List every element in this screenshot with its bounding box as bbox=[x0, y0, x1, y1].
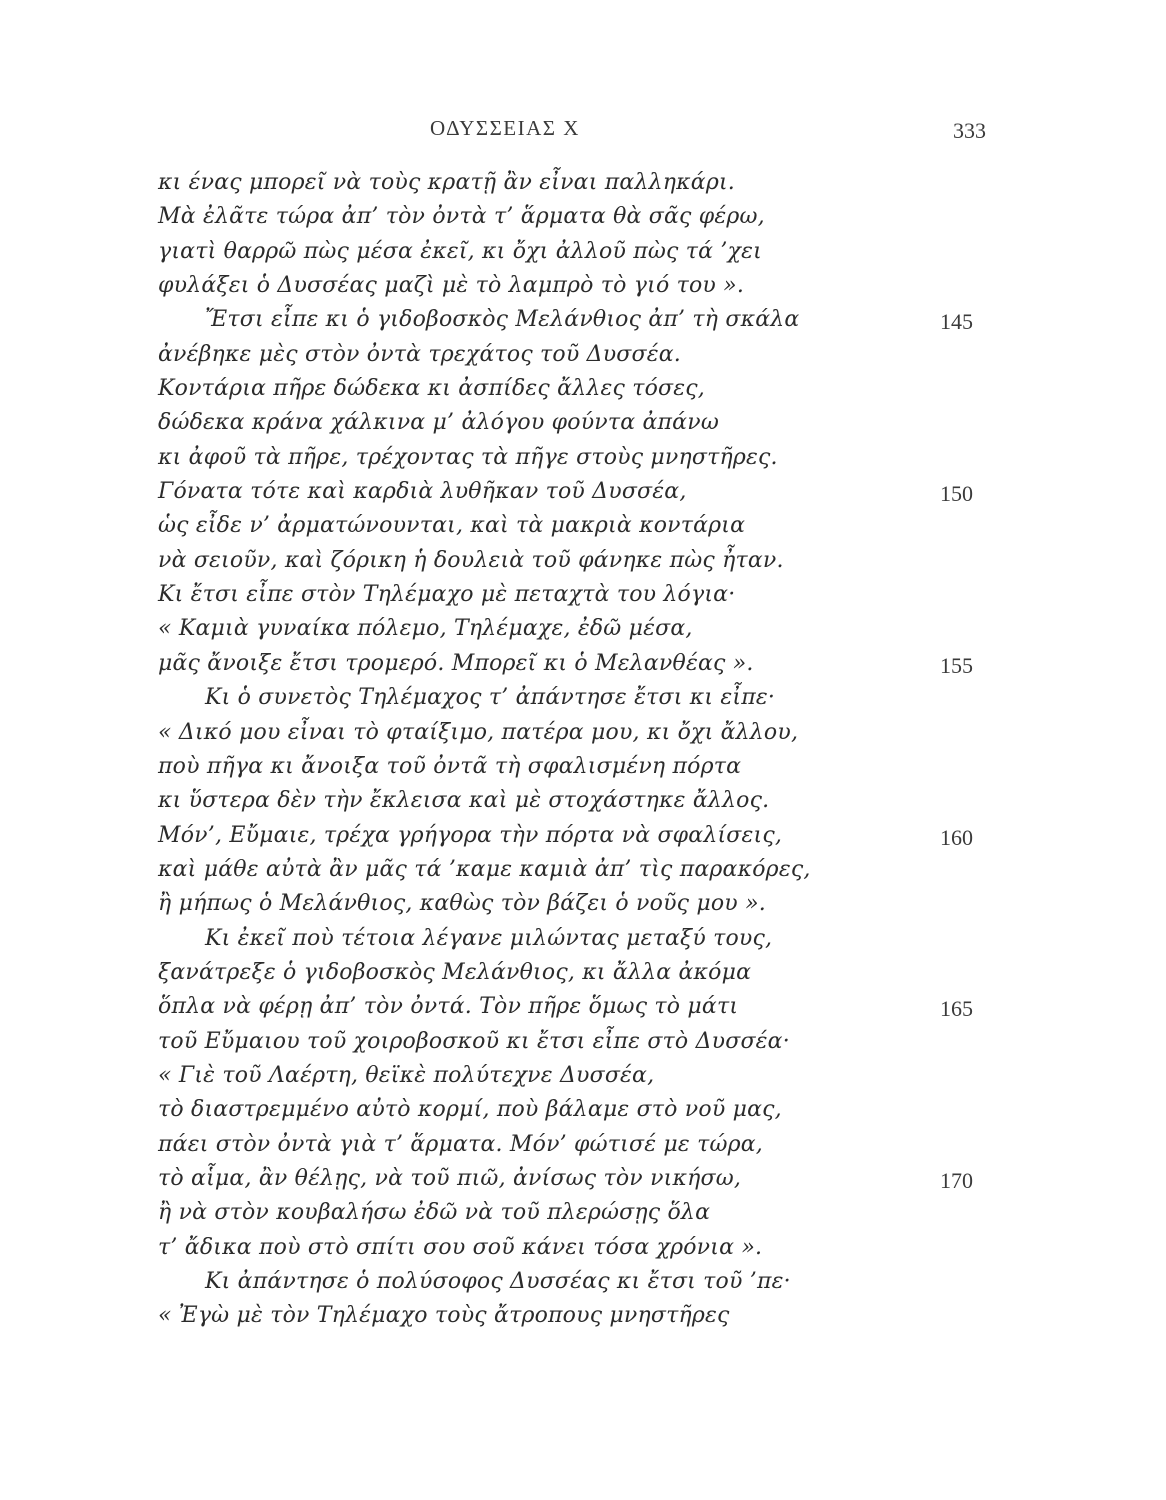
line-number: 150 bbox=[940, 481, 973, 507]
verse-line bbox=[0, 819, 1166, 853]
verse-text: ἢ μήπως ὁ Μελάνθιος, καθὼς τὸν βάζει ὁ νοῦς μου ». bbox=[158, 891, 766, 917]
verse-text: ἀνέβηκε μὲς στὸν ὀντὰ τρεχάτος τοῦ Δυσσέα. bbox=[158, 341, 681, 367]
verse-line bbox=[0, 1231, 1166, 1265]
verse-text: Μόν’, Εὔμαιε, τρέχα γρήγορα τὴν πόρτα νὰ σφαλίσεις, bbox=[158, 822, 783, 848]
verse-line bbox=[0, 922, 1166, 956]
verse-line bbox=[0, 990, 1166, 1024]
verse-text: ὡς εἶδε ν’ ἀρματώνουνται, καὶ τὰ μακριὰ κοντάρια bbox=[158, 513, 746, 539]
verse-text: Μὰ ἐλᾶτε τώρα ἀπ’ τὸν ὀντὰ τ’ ἅρματα θὰ σᾶς φέρω, bbox=[158, 204, 765, 230]
verse-text: κι ὕστερα δὲν τὴν ἔκλεισα καὶ μὲ στοχάστηκε ἄλλος. bbox=[158, 788, 770, 814]
verse-text: Ἔτσι εἶπε κι ὁ γιδοβοσκὸς Μελάνθιος ἀπ’ τὴ σκάλα bbox=[205, 307, 800, 333]
verse-text: « Καμιὰ γυναίκα πόλεμο, Τηλέμαχε, ἐδῶ μέσα, bbox=[158, 616, 693, 642]
verse-line bbox=[0, 887, 1166, 921]
verse-line bbox=[0, 406, 1166, 440]
verse-line bbox=[0, 544, 1166, 578]
line-number: 170 bbox=[940, 1167, 973, 1193]
verse-text: τ’ ἄδικα ποὺ στὸ σπίτι σου σοῦ κάνει τόσα χρόνια ». bbox=[158, 1234, 763, 1260]
verse-text: Κι ἐκεῖ ποὺ τέτοια λέγανε μιλώντας μεταξύ τους, bbox=[205, 925, 773, 951]
running-head bbox=[0, 116, 1166, 146]
verse-line bbox=[0, 1265, 1166, 1299]
verse-line bbox=[0, 1025, 1166, 1059]
line-number: 155 bbox=[940, 652, 973, 678]
verse-line bbox=[0, 166, 1166, 200]
verse-text: κι ἀφοῦ τὰ πῆρε, τρέχοντας τὰ πῆγε στοὺς μνηστῆρες. bbox=[158, 444, 778, 470]
verse-text: ξανάτρεξε ὁ γιδοβοσκὸς Μελάνθιος, κι ἄλλα ἀκόμα bbox=[158, 959, 752, 985]
verse-line bbox=[0, 235, 1166, 269]
verse-line bbox=[0, 338, 1166, 372]
verse-line bbox=[0, 269, 1166, 303]
page-number: 333 bbox=[953, 118, 986, 143]
verse-line bbox=[0, 681, 1166, 715]
verse-line bbox=[0, 853, 1166, 887]
verse-block bbox=[0, 166, 1166, 1334]
verse-line bbox=[0, 1093, 1166, 1127]
verse-text: Κι ὁ συνετὸς Τηλέμαχος τ’ ἀπάντησε ἔτσι κι εἶπε· bbox=[205, 685, 776, 711]
line-number: 145 bbox=[940, 309, 973, 335]
verse-text: ὅπλα νὰ φέρῃ ἀπ’ τὸν ὀντά. Τὸν πῆρε ὅμως τὸ μάτι bbox=[158, 994, 739, 1020]
verse-text: « Δικό μου εἶναι τὸ φταίξιμο, πατέρα μου, κι ὄχι ἄλλου, bbox=[158, 719, 799, 745]
verse-text: Κι ἀπάντησε ὁ πολύσοφος Δυσσέας κι ἔτσι τοῦ ’πε· bbox=[205, 1269, 791, 1294]
verse-text: πάει στὸν ὀντὰ γιὰ τ’ ἅρματα. Μόν’ φώτισέ με τώρα, bbox=[158, 1131, 763, 1157]
verse-text: Κι ἔτσι εἶπε στὸν Τηλέμαχο μὲ πεταχτὰ του λόγια· bbox=[158, 582, 736, 608]
verse-line bbox=[0, 716, 1166, 750]
verse-line bbox=[0, 303, 1166, 337]
verse-line bbox=[0, 578, 1166, 612]
verse-text: νὰ σειοῦν, καὶ ζόρικη ἡ δουλειὰ τοῦ φάνηκε πὼς ἦταν. bbox=[158, 547, 784, 573]
verse-text: τὸ διαστρεμμένο αὐτὸ κορμί, ποὺ βάλαμε στὸ νοῦ μας, bbox=[158, 1097, 782, 1123]
verse-line bbox=[0, 1128, 1166, 1162]
verse-line bbox=[0, 1059, 1166, 1093]
verse-line bbox=[0, 200, 1166, 234]
verse-line bbox=[0, 1162, 1166, 1196]
verse-line bbox=[0, 647, 1166, 681]
verse-line bbox=[0, 1299, 1166, 1333]
verse-text: Κοντάρια πῆρε δώδεκα κι ἀσπίδες ἄλλες τόσες, bbox=[158, 376, 705, 402]
verse-text: Γόνατα τότε καὶ καρδιὰ λυθῆκαν τοῦ Δυσσέα, bbox=[158, 479, 687, 505]
line-number: 160 bbox=[940, 824, 973, 850]
verse-line bbox=[0, 750, 1166, 784]
verse-line bbox=[0, 612, 1166, 646]
verse-text: « Ἐγὼ μὲ τὸν Τηλέμαχο τοὺς ἄτροπους μνηστῆρες bbox=[158, 1303, 730, 1329]
verse-text: κι ένας μπορεῖ νὰ τοὺς κρατῇ ἂν εἶναι παλληκάρι. bbox=[158, 170, 735, 195]
verse-text: μᾶς ἄνοιξε ἔτσι τρομερό. Μπορεῖ κι ὁ Μελανθέας ». bbox=[158, 650, 754, 676]
running-title: ΟΔΥΣΣΕΙΑΣ Χ bbox=[430, 116, 580, 140]
verse-text: τὸ αἷμα, ἂν θέλῃς, νὰ τοῦ πιῶ, ἀνίσως τὸν νικήσω, bbox=[158, 1165, 742, 1191]
verse-text: ἢ νὰ στὸν κουβαλήσω ἐδῶ νὰ τοῦ πλερώσῃς ὅλα bbox=[158, 1200, 711, 1226]
verse-line bbox=[0, 956, 1166, 990]
verse-line bbox=[0, 372, 1166, 406]
verse-text: τοῦ Εὔμαιου τοῦ χοιροβοσκοῦ κι ἔτσι εἶπε στὸ Δυσσέα· bbox=[158, 1028, 790, 1054]
verse-text: δώδεκα κράνα χάλκινα μ’ ἀλόγου φούντα ἀπάνω bbox=[158, 410, 719, 436]
verse-line bbox=[0, 475, 1166, 509]
verse-line bbox=[0, 509, 1166, 543]
verse-text: ποὺ πῆγα κι ἄνοιξα τοῦ ὀντᾶ τὴ σφαλισμένη πόρτα bbox=[158, 753, 742, 779]
verse-text: « Γιὲ τοῦ Λαέρτη, θεϊκὲ πολύτεχνε Δυσσέα, bbox=[158, 1062, 655, 1088]
line-number: 165 bbox=[940, 996, 973, 1022]
verse-line bbox=[0, 1196, 1166, 1230]
verse-line bbox=[0, 784, 1166, 818]
verse-line bbox=[0, 441, 1166, 475]
verse-text: καὶ μάθε αὐτὰ ἂν μᾶς τά ’καμε καμιὰ ἀπ’ τὶς παρακόρες, bbox=[158, 856, 811, 882]
verse-text: γιατὶ θαρρῶ πὼς μέσα ἐκεῖ, κι ὄχι ἀλλοῦ πὼς τά ’χει bbox=[158, 238, 762, 264]
verse-text: φυλάξει ὁ Δυσσέας μαζὶ μὲ τὸ λαμπρὸ τὸ γιό του ». bbox=[158, 273, 745, 299]
